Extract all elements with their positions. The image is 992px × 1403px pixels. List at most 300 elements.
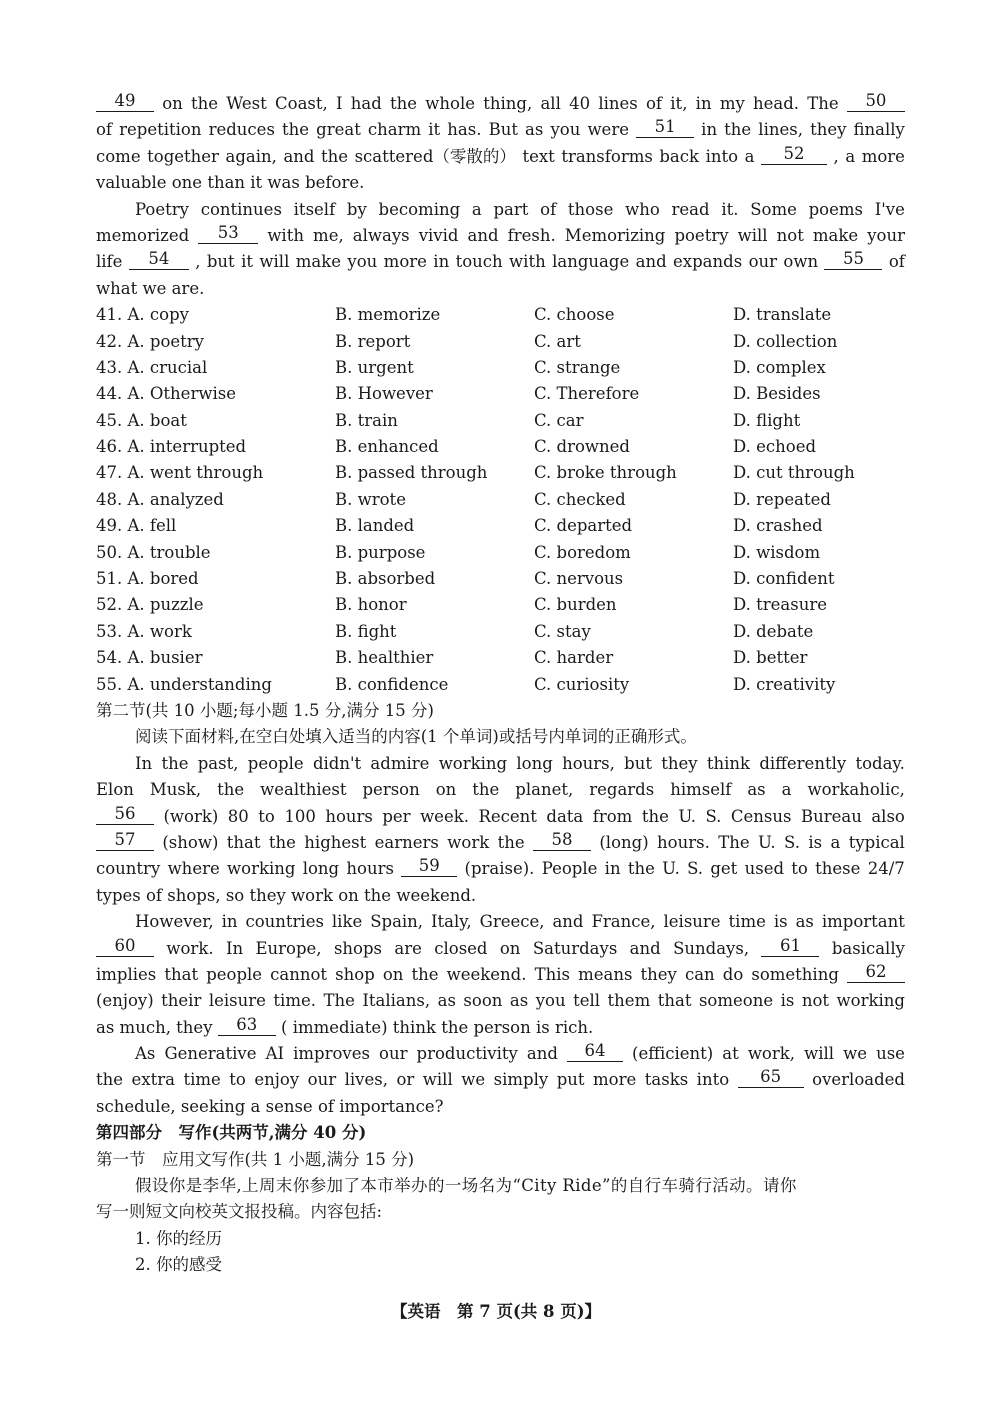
- option-choice: 47. A. went through: [96, 463, 264, 483]
- word: where: [167, 859, 220, 879]
- option-choice: B. absorbed: [335, 569, 436, 589]
- option-row: [96, 408, 905, 434]
- word: charm: [367, 120, 422, 140]
- word: schedule, seeking a sense of importance?: [96, 1096, 444, 1116]
- word: your: [867, 225, 905, 245]
- word: it.: [721, 199, 739, 219]
- word: extra: [131, 1070, 175, 1090]
- word: hours: [325, 806, 373, 826]
- word: (work): [163, 806, 219, 826]
- word: what we are.: [96, 278, 205, 298]
- option-choice: 45. A. boat: [96, 410, 187, 430]
- text-line: [96, 751, 905, 777]
- text-line: [96, 249, 905, 275]
- word: S.: [784, 832, 800, 852]
- word: overloaded: [812, 1070, 905, 1090]
- word: our: [307, 1070, 337, 1090]
- word: types of shops, so they work on the weekend.: [96, 885, 477, 905]
- word: reduces: [208, 120, 275, 140]
- word: the: [390, 94, 418, 113]
- word: in: [433, 252, 450, 272]
- option-choice: 53. A. work: [96, 621, 192, 641]
- option-choice: B. healthier: [335, 648, 434, 668]
- word: S.: [687, 859, 704, 879]
- word: as: [795, 912, 814, 932]
- word: (efficient): [632, 1044, 714, 1064]
- word: not: [801, 991, 830, 1011]
- word: leisure: [208, 991, 266, 1011]
- text-line: [96, 777, 905, 803]
- word: fresh.: [507, 225, 556, 245]
- word: you: [347, 252, 378, 272]
- option-row: [96, 592, 905, 618]
- word: ,: [833, 146, 839, 166]
- section2-instruction: 阅读下面材料,在空白处填入适当的内容(1 个单词)或括号内单词的正确形式。: [135, 727, 697, 747]
- passage-cloze-ending: [96, 91, 905, 302]
- word: shop: [335, 964, 375, 984]
- option-choice: C. nervous: [534, 569, 624, 589]
- option-row: [96, 329, 905, 355]
- word: you: [535, 991, 566, 1011]
- word: the: [217, 780, 245, 800]
- word: typical: [848, 832, 905, 852]
- word: hours.: [657, 832, 710, 852]
- word: cannot: [270, 964, 328, 984]
- word: continues: [200, 199, 282, 219]
- word: will: [259, 252, 290, 272]
- word: As: [135, 1044, 156, 1064]
- word: of: [646, 94, 663, 113]
- word: more: [593, 1070, 637, 1090]
- word: work,: [747, 1044, 796, 1064]
- option-choice: D. echoed: [733, 437, 817, 457]
- option-choice: 46. A. interrupted: [96, 437, 247, 457]
- word: In: [225, 938, 244, 958]
- word: and: [467, 225, 499, 245]
- word: the: [497, 832, 525, 852]
- word: time: [728, 912, 766, 932]
- word: own: [783, 252, 819, 272]
- word: who: [625, 199, 660, 219]
- word: is: [773, 912, 788, 932]
- word: but: [206, 252, 235, 272]
- word: France,: [591, 912, 656, 932]
- word: the: [641, 806, 669, 826]
- word: working: [836, 991, 905, 1011]
- word: country: [96, 859, 161, 879]
- word: they: [661, 753, 698, 773]
- word: on: [499, 938, 521, 958]
- word: will: [804, 1044, 835, 1064]
- word: scattered（零散的）: [354, 146, 516, 166]
- word: the: [724, 120, 752, 140]
- word: in: [701, 120, 718, 140]
- answer-blank: 65: [738, 1067, 804, 1088]
- word: at: [722, 1044, 739, 1064]
- word: week.: [420, 806, 469, 826]
- word: Saturdays: [532, 938, 618, 958]
- word: has.: [447, 120, 482, 140]
- word: lines,: [758, 120, 803, 140]
- text-line: [96, 170, 905, 196]
- option-row: [96, 619, 905, 645]
- word: I've: [874, 199, 905, 219]
- word: think: [706, 753, 751, 773]
- word: leisure: [663, 912, 721, 932]
- word: In: [135, 753, 153, 773]
- word: as much, they: [96, 1017, 218, 1037]
- option-choice: C. drowned: [534, 437, 630, 457]
- word: again,: [225, 146, 277, 166]
- word: something: [751, 964, 839, 984]
- word: text: [522, 146, 555, 166]
- answer-blank: 60: [96, 936, 154, 957]
- word: or: [396, 1070, 415, 1090]
- word: S.: [705, 806, 722, 826]
- text-line: [96, 1041, 905, 1067]
- word: with: [267, 225, 304, 245]
- word: ( immediate) think the person is rich.: [275, 1017, 594, 1037]
- option-row: [96, 355, 905, 381]
- word: Memorizing: [564, 225, 666, 245]
- word: thing,: [483, 94, 533, 113]
- option-choice: C. choose: [534, 305, 615, 325]
- option-choice: 44. A. Otherwise: [96, 384, 236, 404]
- word: on: [162, 94, 183, 113]
- word: productivity: [416, 1044, 518, 1064]
- word: and: [629, 938, 661, 958]
- word: on: [382, 964, 404, 984]
- word: touch: [455, 252, 503, 272]
- word: Europe,: [255, 938, 322, 958]
- word: work.: [166, 938, 214, 958]
- option-choice: 55. A. understanding: [96, 674, 272, 694]
- option-row: [96, 302, 905, 328]
- word: Italians,: [362, 991, 431, 1011]
- option-choice: B. memorize: [335, 305, 441, 325]
- word: on: [435, 780, 457, 800]
- word: didn't: [312, 753, 362, 773]
- text-line: [96, 1094, 905, 1120]
- option-choice: B. fight: [335, 621, 397, 641]
- text-line: [96, 91, 905, 117]
- text-line: [96, 856, 905, 882]
- word: U.: [678, 806, 696, 826]
- word: Recent: [478, 806, 537, 826]
- option-choice: B. honor: [335, 595, 407, 615]
- word: our: [748, 252, 778, 272]
- text-line: [96, 117, 905, 143]
- option-choice: D. Besides: [733, 384, 821, 404]
- word: Bureau: [800, 806, 862, 826]
- word: (long): [599, 832, 649, 852]
- word: will: [737, 225, 768, 245]
- option-choice: D. flight: [733, 410, 801, 430]
- word: they: [810, 120, 847, 140]
- option-choice: B. wrote: [335, 489, 406, 509]
- word: you: [550, 120, 581, 140]
- word: of: [540, 199, 557, 219]
- word: But: [488, 120, 518, 140]
- writing-task-line-2: 写一则短文向校英文报投稿。内容包括:: [96, 1202, 383, 1222]
- option-choice: B. enhanced: [335, 437, 439, 457]
- word: long: [302, 859, 340, 879]
- word: part: [493, 199, 529, 219]
- word: The: [323, 991, 355, 1011]
- word: Poetry: [135, 199, 189, 219]
- answer-blank: 57: [96, 830, 154, 851]
- option-choice: 49. A. fell: [96, 516, 177, 536]
- word: can: [684, 964, 715, 984]
- word: as: [747, 780, 766, 800]
- word: (show): [162, 832, 219, 852]
- writing-point-2: 2. 你的感受: [135, 1255, 222, 1275]
- word: The: [807, 94, 839, 113]
- word: planet,: [515, 780, 574, 800]
- word: but: [624, 753, 652, 773]
- word: our: [379, 1044, 408, 1064]
- word: and: [635, 252, 667, 272]
- option-choice: D. wisdom: [733, 542, 821, 562]
- word: my: [719, 94, 745, 113]
- answer-blank: 51: [636, 117, 694, 138]
- word: those: [567, 199, 614, 219]
- word: had: [350, 94, 382, 113]
- word: Musk,: [149, 780, 202, 800]
- answer-blank: 64: [567, 1041, 623, 1062]
- word: However,: [135, 912, 214, 932]
- option-row: [96, 566, 905, 592]
- word: life: [96, 252, 123, 272]
- word: vivid: [418, 225, 459, 245]
- text-line: [96, 830, 905, 856]
- word: countries: [245, 912, 324, 932]
- answer-blank: 56: [96, 804, 154, 825]
- text-line: [96, 276, 905, 302]
- word: in: [604, 859, 621, 879]
- word: a: [471, 199, 482, 219]
- word: people: [247, 753, 304, 773]
- word: means: [578, 964, 633, 984]
- word: the: [268, 832, 296, 852]
- answer-blank: 50: [847, 91, 905, 112]
- word: Italy,: [431, 912, 472, 932]
- word: people: [206, 964, 263, 984]
- text-line: [96, 144, 905, 170]
- word: soon: [463, 991, 503, 1011]
- word: ,: [195, 252, 201, 272]
- word: Generative: [164, 1044, 257, 1064]
- option-choice: D. complex: [733, 357, 826, 377]
- word: person: [362, 780, 420, 800]
- word: of: [888, 252, 905, 272]
- word: hours: [346, 859, 394, 879]
- word: improves: [293, 1044, 370, 1064]
- word: used: [744, 859, 785, 879]
- option-choice: 52. A. puzzle: [96, 595, 204, 615]
- word: weekend.: [446, 964, 527, 984]
- word: all: [540, 94, 561, 113]
- page-footer: 【英语 第 7 页(共 8 页)】: [390, 1302, 602, 1321]
- option-choice: 54. A. busier: [96, 648, 203, 668]
- option-choice: C. Therefore: [534, 384, 640, 404]
- option-choice: D. creativity: [733, 674, 836, 694]
- word: also: [871, 806, 905, 826]
- word: itself: [293, 199, 336, 219]
- word: do: [722, 964, 744, 984]
- word: in: [221, 912, 238, 932]
- answer-blank: 52: [761, 144, 827, 165]
- option-choice: D. translate: [733, 305, 832, 325]
- word: a: [781, 780, 792, 800]
- word: to: [791, 859, 808, 879]
- word: transforms: [561, 146, 653, 166]
- part4-heading: 第四部分 写作(共两节,满分 40 分): [96, 1123, 367, 1143]
- word: back: [659, 146, 700, 166]
- option-choice: B. train: [335, 410, 398, 430]
- word: Sundays,: [673, 938, 750, 958]
- word: highest: [304, 832, 367, 852]
- word: they: [640, 964, 677, 984]
- part4-sub-heading: 第一节 应用文写作(共 1 小题,满分 15 分): [96, 1149, 415, 1169]
- word: time.: [273, 991, 316, 1011]
- word: closed: [434, 938, 488, 958]
- word: the: [282, 120, 310, 140]
- word: 100: [284, 806, 316, 826]
- option-choice: C. burden: [534, 595, 617, 615]
- word: by: [346, 199, 367, 219]
- option-choice: D. better: [733, 648, 808, 668]
- option-row: [96, 381, 905, 407]
- word: (praise).: [464, 859, 535, 879]
- word: as: [509, 991, 529, 1011]
- word: Census: [730, 806, 792, 826]
- word: important: [821, 912, 905, 932]
- text-line: [96, 1015, 905, 1041]
- word: from: [592, 806, 633, 826]
- word: past,: [197, 753, 239, 773]
- word: a: [830, 832, 841, 852]
- text-line: [96, 197, 905, 223]
- answer-blank: 58: [533, 830, 591, 851]
- cloze-options: [96, 302, 905, 698]
- word: West: [226, 94, 267, 113]
- word: head.: [753, 94, 800, 113]
- word: 24/7: [867, 859, 905, 879]
- option-row: [96, 645, 905, 671]
- word: make: [295, 252, 341, 272]
- word: Spain,: [370, 912, 424, 932]
- word: put: [556, 1070, 585, 1090]
- word: of: [96, 120, 113, 140]
- exam-page: [96, 91, 905, 1279]
- word: poetry: [674, 225, 729, 245]
- word: poems: [808, 199, 863, 219]
- option-choice: C. stay: [534, 621, 591, 641]
- word: long: [516, 753, 553, 773]
- word: language: [552, 252, 630, 272]
- word: a: [744, 146, 755, 166]
- word: someone: [698, 991, 774, 1011]
- word: repetition: [119, 120, 202, 140]
- word: great: [316, 120, 361, 140]
- option-choice: B. confidence: [335, 674, 449, 694]
- option-choice: D. crashed: [733, 516, 823, 536]
- word: time: [183, 1070, 221, 1090]
- word: memorized: [96, 225, 190, 245]
- word: regards: [589, 780, 655, 800]
- text-line: [96, 988, 905, 1014]
- text-line: [96, 1067, 905, 1093]
- option-choice: C. boredom: [534, 542, 631, 562]
- word: tell: [573, 991, 601, 1011]
- word: the: [411, 964, 439, 984]
- option-row: [96, 513, 905, 539]
- word: U.: [757, 832, 776, 852]
- text-line: [96, 883, 905, 909]
- word: wealthiest: [260, 780, 347, 800]
- word: in: [695, 94, 712, 113]
- word: like: [331, 912, 363, 932]
- word: more: [383, 252, 427, 272]
- word: working: [227, 859, 296, 879]
- word: it: [428, 120, 441, 140]
- word: a: [845, 146, 856, 166]
- answer-blank: 63: [218, 1015, 276, 1036]
- option-choice: D. cut through: [733, 463, 855, 483]
- word: the: [321, 146, 349, 166]
- word: data: [546, 806, 584, 826]
- text-line: [96, 223, 905, 249]
- option-choice: B. passed through: [335, 463, 488, 483]
- word: Greece,: [479, 912, 545, 932]
- word: I: [336, 94, 343, 113]
- option-choice: 41. A. copy: [96, 305, 189, 325]
- word: always: [352, 225, 410, 245]
- word: are: [394, 938, 422, 958]
- word: we: [843, 1044, 867, 1064]
- word: with: [509, 252, 546, 272]
- word: valuable one than it was before.: [96, 173, 365, 193]
- word: we: [461, 1070, 486, 1090]
- text-line: [96, 962, 905, 988]
- word: finally: [853, 120, 905, 140]
- text-line: [96, 804, 905, 830]
- option-choice: C. curiosity: [534, 674, 630, 694]
- word: the: [191, 94, 219, 113]
- passage-grammar-fill: [96, 751, 905, 1120]
- option-choice: C. strange: [534, 357, 621, 377]
- option-choice: B. However: [335, 384, 433, 404]
- word: The: [718, 832, 750, 852]
- section2-heading: 第二节(共 10 小题;每小题 1.5 分,满分 15 分): [96, 700, 434, 720]
- answer-blank: 61: [761, 936, 819, 957]
- word: these: [815, 859, 861, 879]
- answer-blank: 54: [129, 249, 189, 270]
- word: the: [472, 780, 500, 800]
- answer-blank: 53: [198, 223, 258, 244]
- word: into: [705, 146, 739, 166]
- word: hours,: [562, 753, 615, 773]
- word: the: [161, 753, 189, 773]
- word: lives,: [344, 1070, 388, 1090]
- word: as: [525, 120, 544, 140]
- word: whole: [425, 94, 476, 113]
- word: not: [776, 225, 804, 245]
- word: come: [96, 146, 141, 166]
- option-choice: B. purpose: [335, 542, 426, 562]
- word: tasks: [644, 1070, 689, 1090]
